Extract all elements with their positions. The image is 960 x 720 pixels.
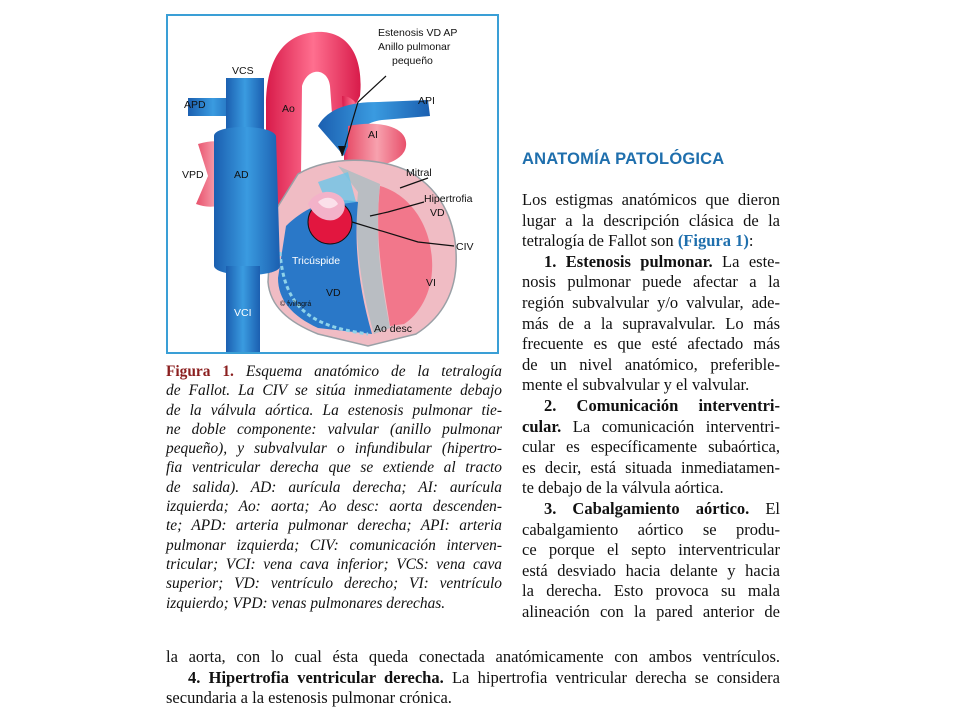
label-vi: VI <box>426 277 436 289</box>
label-vcs: VCS <box>232 65 254 77</box>
label-vd: VD <box>326 287 341 299</box>
caption-line: izquierda; Ao: aorta; Ao desc: aorta descenden- <box>166 498 502 516</box>
label-estenosis-1: Estenosis VD AP <box>378 27 458 39</box>
label-ad: AD <box>234 169 249 181</box>
label-credit: © fvillagrá <box>280 301 312 308</box>
figure-reference-link[interactable]: (Figura 1) <box>677 231 749 251</box>
item2-heading: 2. Comunicación interventri- <box>544 395 780 415</box>
item1-line: región subvalvular y/o valvular, ade- <box>522 292 780 312</box>
caption-line: te; APD: arteria pulmonar derecha; API: arteria <box>166 517 502 535</box>
item2-line: cular es específicamente subaórtica, <box>522 437 780 457</box>
item3-line: cabalgamiento aórtico se produ- <box>522 519 780 539</box>
caption-line: de la válvula aórtica. La estenosis pulmonar tie- <box>166 401 502 419</box>
item3-line: 3. Cabalgamiento aórtico. El <box>544 498 780 518</box>
label-hipertrofia-2: VD <box>430 207 445 219</box>
item1-heading: 1. Estenosis pulmonar. <box>544 251 713 271</box>
intro-line: lugar a la descripción clásica de la <box>522 210 780 230</box>
item2-line: te debajo de la válvula aórtica. <box>522 478 724 498</box>
full-width-text <box>166 647 780 709</box>
item2-line: es decir, está situada inmediatamen- <box>522 457 780 477</box>
caption-line: Figura 1. Esquema anatómico de la tetralogía <box>166 363 502 380</box>
heart-diagram <box>168 16 497 352</box>
label-ai: AI <box>368 129 378 141</box>
item3-line: ce porque el septo interventricular <box>522 540 780 560</box>
item3-line: alineación con la pared anterior de <box>522 601 780 621</box>
intro-line: tetralogía de Fallot son (Figura 1): <box>522 231 754 251</box>
label-api: API <box>418 95 435 107</box>
item3-line: está desviado hacia delante y hacia <box>522 560 780 580</box>
label-ao: Ao <box>282 103 295 115</box>
item3-heading: 3. Cabalgamiento aórtico. <box>544 498 750 518</box>
figure-1-frame <box>166 14 499 354</box>
label-vpd: VPD <box>182 169 204 181</box>
item1-line: frecuente es que esté afectado más <box>522 334 780 354</box>
item3-line: la aorta, con lo cual ésta queda conectada anatómicamente con ambos ventrículos. <box>166 647 780 666</box>
item1-line: 1. Estenosis pulmonar. La este- <box>544 251 780 271</box>
caption-line: de Fallot. La CIV se sitúa inmediatamente debajo <box>166 382 502 400</box>
label-estenosis-2: Anillo pulmonar <box>378 41 451 53</box>
section-title: ANATOMÍA PATOLÓGICA <box>522 150 725 168</box>
item1-line: mente el subvalvular y el valvular. <box>522 375 750 395</box>
label-tricuspide: Tricúspide <box>292 255 341 267</box>
caption-line: pequeño), y subvalvular o infundibular (hipertro- <box>166 440 502 458</box>
label-estenosis-3: pequeño <box>392 55 433 67</box>
label-apd: APD <box>184 99 206 111</box>
caption-line: tricular; VCI: vena cava inferior; VCS: vena cava <box>166 555 502 573</box>
caption-line: pulmonar izquierda; CIV: comunicación interven- <box>166 536 502 554</box>
item4-heading: 4. Hipertrofia ventricular derecha. <box>188 667 444 687</box>
label-hipertrofia-1: Hipertrofia <box>424 193 473 205</box>
label-civ: CIV <box>456 241 474 253</box>
item1-line: de un nivel anatómico, preferible- <box>522 354 780 374</box>
item2-line <box>522 396 780 417</box>
item4-line: secundaria a la estenosis pulmonar crónica. <box>166 688 452 708</box>
item4-line: 4. Hipertrofia ventricular derecha. La hipertrofia ventricular derecha se considera <box>188 667 780 687</box>
caption-line: fia ventricular derecha que se extiende al tracto <box>166 459 502 477</box>
label-vci: VCI <box>234 307 252 319</box>
item3-line: la derecha. Esto provoca su mala <box>522 581 780 601</box>
right-atrium <box>214 127 280 275</box>
caption-label: Figura 1. <box>166 363 234 380</box>
item2-line: cular. La comunicación interventri- <box>522 416 780 436</box>
caption-line: izquierdo; VPD: venas pulmonares derechas. <box>166 594 446 612</box>
label-mitral: Mitral <box>406 167 432 179</box>
body-column <box>522 190 780 622</box>
caption-line: de salida). AD: aurícula derecha; AI: aurícula <box>166 478 502 496</box>
caption-line: superior; VD: ventrículo derecho; VI: ventrículo <box>166 575 502 593</box>
item1-line: más de a la supravalvular. Lo más <box>522 313 780 333</box>
figure-caption <box>166 362 502 613</box>
caption-line: ne doble componente: valvular (anillo pulmonar <box>166 420 502 438</box>
intro-line: Los estigmas anatómicos que dieron <box>522 190 780 209</box>
label-ao-desc: Ao desc <box>374 323 412 335</box>
item1-line: nosis pulmonar puede afectar a la <box>522 272 780 292</box>
